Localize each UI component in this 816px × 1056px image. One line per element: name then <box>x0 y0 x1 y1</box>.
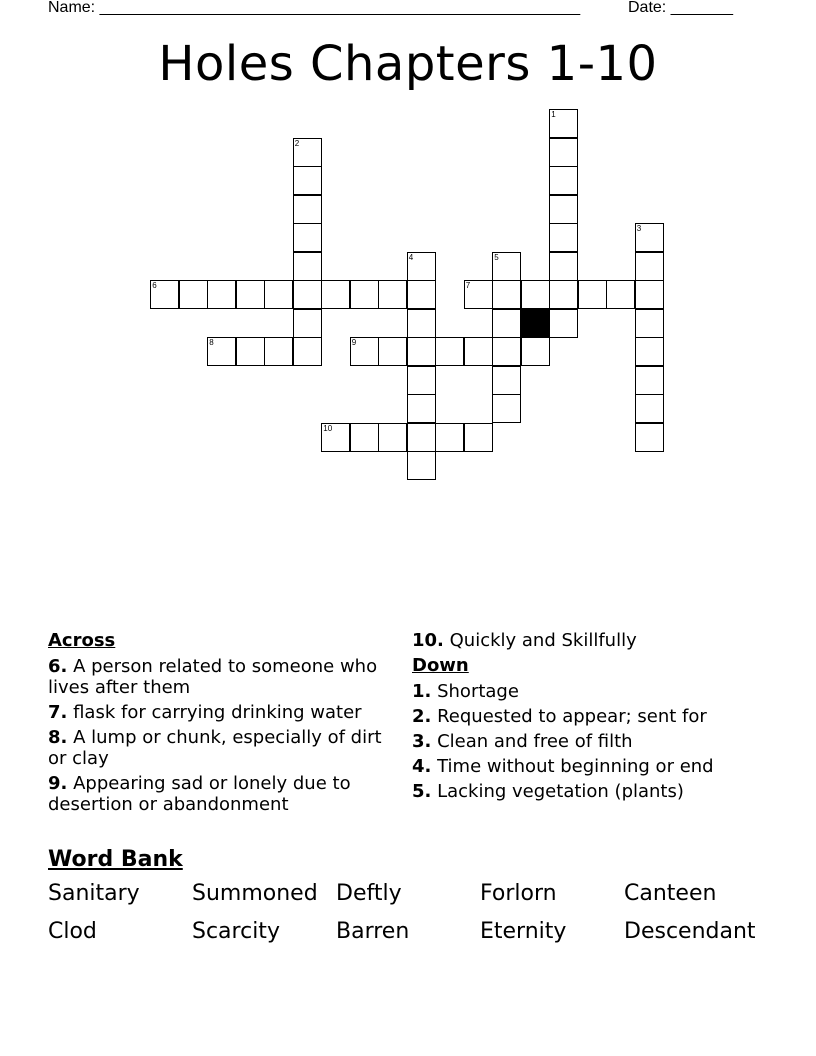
crossword-cell[interactable] <box>321 423 350 452</box>
crossword-cell[interactable] <box>635 394 664 423</box>
clue-number-label: 10 <box>323 423 333 433</box>
crossword-cell[interactable] <box>407 309 436 338</box>
crossword-cell[interactable] <box>236 337 265 366</box>
clue-number-label: 7 <box>465 281 471 291</box>
clue-number-label: 3 <box>636 224 642 234</box>
clue-number: 1. <box>412 681 432 702</box>
clue-text: A person related to someone who lives after them <box>48 656 378 698</box>
crossword-cell[interactable] <box>236 280 265 309</box>
crossword-cell[interactable] <box>635 280 664 309</box>
crossword-cell[interactable] <box>207 337 236 366</box>
clue-down-5 <box>412 781 792 802</box>
crossword-cell[interactable] <box>293 280 322 309</box>
crossword-cell[interactable] <box>492 309 521 338</box>
clue-number-label: 8 <box>209 338 214 348</box>
crossword-cell[interactable] <box>407 280 436 309</box>
crossword-cell[interactable] <box>207 280 236 309</box>
word-bank-item: Barren <box>336 919 410 944</box>
crossword-block-cell <box>521 309 550 338</box>
crossword-cell[interactable] <box>350 423 379 452</box>
crossword-cell[interactable] <box>464 280 493 309</box>
crossword-cell[interactable] <box>179 280 208 309</box>
clue-text: Time without beginning or end <box>431 756 714 777</box>
crossword-cell[interactable] <box>635 223 664 252</box>
crossword-cell[interactable] <box>492 366 521 395</box>
crossword-cell[interactable] <box>407 451 436 480</box>
clue-number: 6. <box>48 656 68 677</box>
word-bank-item: Sanitary <box>48 881 140 906</box>
crossword-cell[interactable] <box>407 366 436 395</box>
clue-number: 7. <box>48 702 68 723</box>
crossword-cell[interactable] <box>492 252 521 281</box>
crossword-cell[interactable] <box>635 423 664 452</box>
clue-number: 10. <box>412 630 444 651</box>
clue-down-4 <box>412 756 792 777</box>
crossword-cell[interactable] <box>293 166 322 195</box>
word-bank-item: Deftly <box>336 881 402 906</box>
crossword-cell[interactable] <box>549 280 578 309</box>
word-bank-title: Word Bank <box>48 847 183 872</box>
word-bank-item: Clod <box>48 919 97 944</box>
clue-number: 9. <box>48 773 68 794</box>
clues-right-column <box>412 630 792 806</box>
clue-across-9 <box>48 773 388 815</box>
crossword-cell[interactable] <box>549 166 578 195</box>
crossword-cell[interactable] <box>350 337 379 366</box>
crossword-cell[interactable] <box>150 280 179 309</box>
crossword-cell[interactable] <box>521 337 550 366</box>
crossword-cell[interactable] <box>549 223 578 252</box>
crossword-cell[interactable] <box>549 138 578 167</box>
clue-text: Requested to appear; sent for <box>431 706 707 727</box>
crossword-cell[interactable] <box>492 280 521 309</box>
clue-number: 4. <box>412 756 432 777</box>
clue-number-label: 4 <box>408 252 414 262</box>
crossword-cell[interactable] <box>293 252 322 281</box>
clue-down-1 <box>412 681 792 702</box>
clue-number-label: 9 <box>351 338 357 348</box>
word-bank <box>48 881 788 945</box>
clue-number-label: 1 <box>551 110 556 120</box>
clue-number: 5. <box>412 781 432 802</box>
crossword-cell[interactable] <box>321 280 350 309</box>
across-heading: Across <box>48 630 116 651</box>
crossword-cell[interactable] <box>293 337 322 366</box>
clue-number: 2. <box>412 706 432 727</box>
clue-text: Shortage <box>431 681 519 702</box>
crossword-cell[interactable] <box>635 309 664 338</box>
crossword-cell[interactable] <box>264 280 293 309</box>
crossword-cell[interactable] <box>492 394 521 423</box>
crossword-cell[interactable] <box>264 337 293 366</box>
crossword-cell[interactable] <box>635 337 664 366</box>
crossword-cell[interactable] <box>549 195 578 224</box>
clues-left-column <box>48 630 388 819</box>
crossword-cell[interactable] <box>293 195 322 224</box>
word-bank-item: Forlorn <box>480 881 557 906</box>
crossword-cell[interactable] <box>464 423 493 452</box>
crossword-cell[interactable] <box>293 223 322 252</box>
crossword-cell[interactable] <box>407 337 436 366</box>
clue-down-3 <box>412 731 792 752</box>
crossword-cell[interactable] <box>378 337 407 366</box>
clue-text: A lump or chunk, especially of dirt or clay <box>48 727 382 769</box>
clue-text: Quickly and Skillfully <box>443 630 637 651</box>
crossword-cell[interactable] <box>635 366 664 395</box>
word-bank-item: Canteen <box>624 881 717 906</box>
clue-text: Clean and free of filth <box>431 731 633 752</box>
crossword-cell[interactable] <box>293 309 322 338</box>
date-field-label: Date: _______ <box>628 0 733 16</box>
crossword-cell[interactable] <box>606 280 635 309</box>
crossword-cell[interactable] <box>378 423 407 452</box>
crossword-cell[interactable] <box>549 252 578 281</box>
name-field-label: Name: ______________________________________________________ <box>48 0 581 16</box>
page-title: Holes Chapters 1-10 <box>158 36 658 92</box>
crossword-cell[interactable] <box>578 280 607 309</box>
clue-number: 3. <box>412 731 432 752</box>
word-bank-item: Descendant <box>624 919 756 944</box>
word-bank-item: Eternity <box>480 919 567 944</box>
clue-number-label: 2 <box>294 138 300 148</box>
clue-across-10 <box>412 630 792 651</box>
clue-number-label: 6 <box>152 281 157 291</box>
crossword-cell[interactable] <box>407 423 436 452</box>
crossword-cell[interactable] <box>407 394 436 423</box>
clue-number: 8. <box>48 727 68 748</box>
clue-down-2 <box>412 706 792 727</box>
word-bank-item: Scarcity <box>192 919 280 944</box>
crossword-cell[interactable] <box>635 252 664 281</box>
word-bank-item: Summoned <box>192 881 318 906</box>
clue-across-7 <box>48 702 388 723</box>
clue-text: flask for carrying drinking water <box>67 702 362 723</box>
crossword-cell[interactable] <box>293 138 322 167</box>
crossword-cell[interactable] <box>492 337 521 366</box>
clue-text: Appearing sad or lonely due to desertion or abandonment <box>48 773 351 815</box>
crossword-cell[interactable] <box>464 337 493 366</box>
crossword-cell[interactable] <box>350 280 379 309</box>
crossword-cell[interactable] <box>407 252 436 281</box>
clue-across-8 <box>48 727 388 769</box>
crossword-cell[interactable] <box>521 280 550 309</box>
clue-across-6 <box>48 656 388 698</box>
crossword-cell[interactable] <box>435 423 464 452</box>
clue-text: Lacking vegetation (plants) <box>431 781 684 802</box>
crossword-cell[interactable] <box>378 280 407 309</box>
crossword-cell[interactable] <box>549 309 578 338</box>
clue-number-label: 5 <box>494 252 499 262</box>
down-heading: Down <box>412 655 469 676</box>
crossword-cell[interactable] <box>549 109 578 138</box>
crossword-cell[interactable] <box>435 337 464 366</box>
